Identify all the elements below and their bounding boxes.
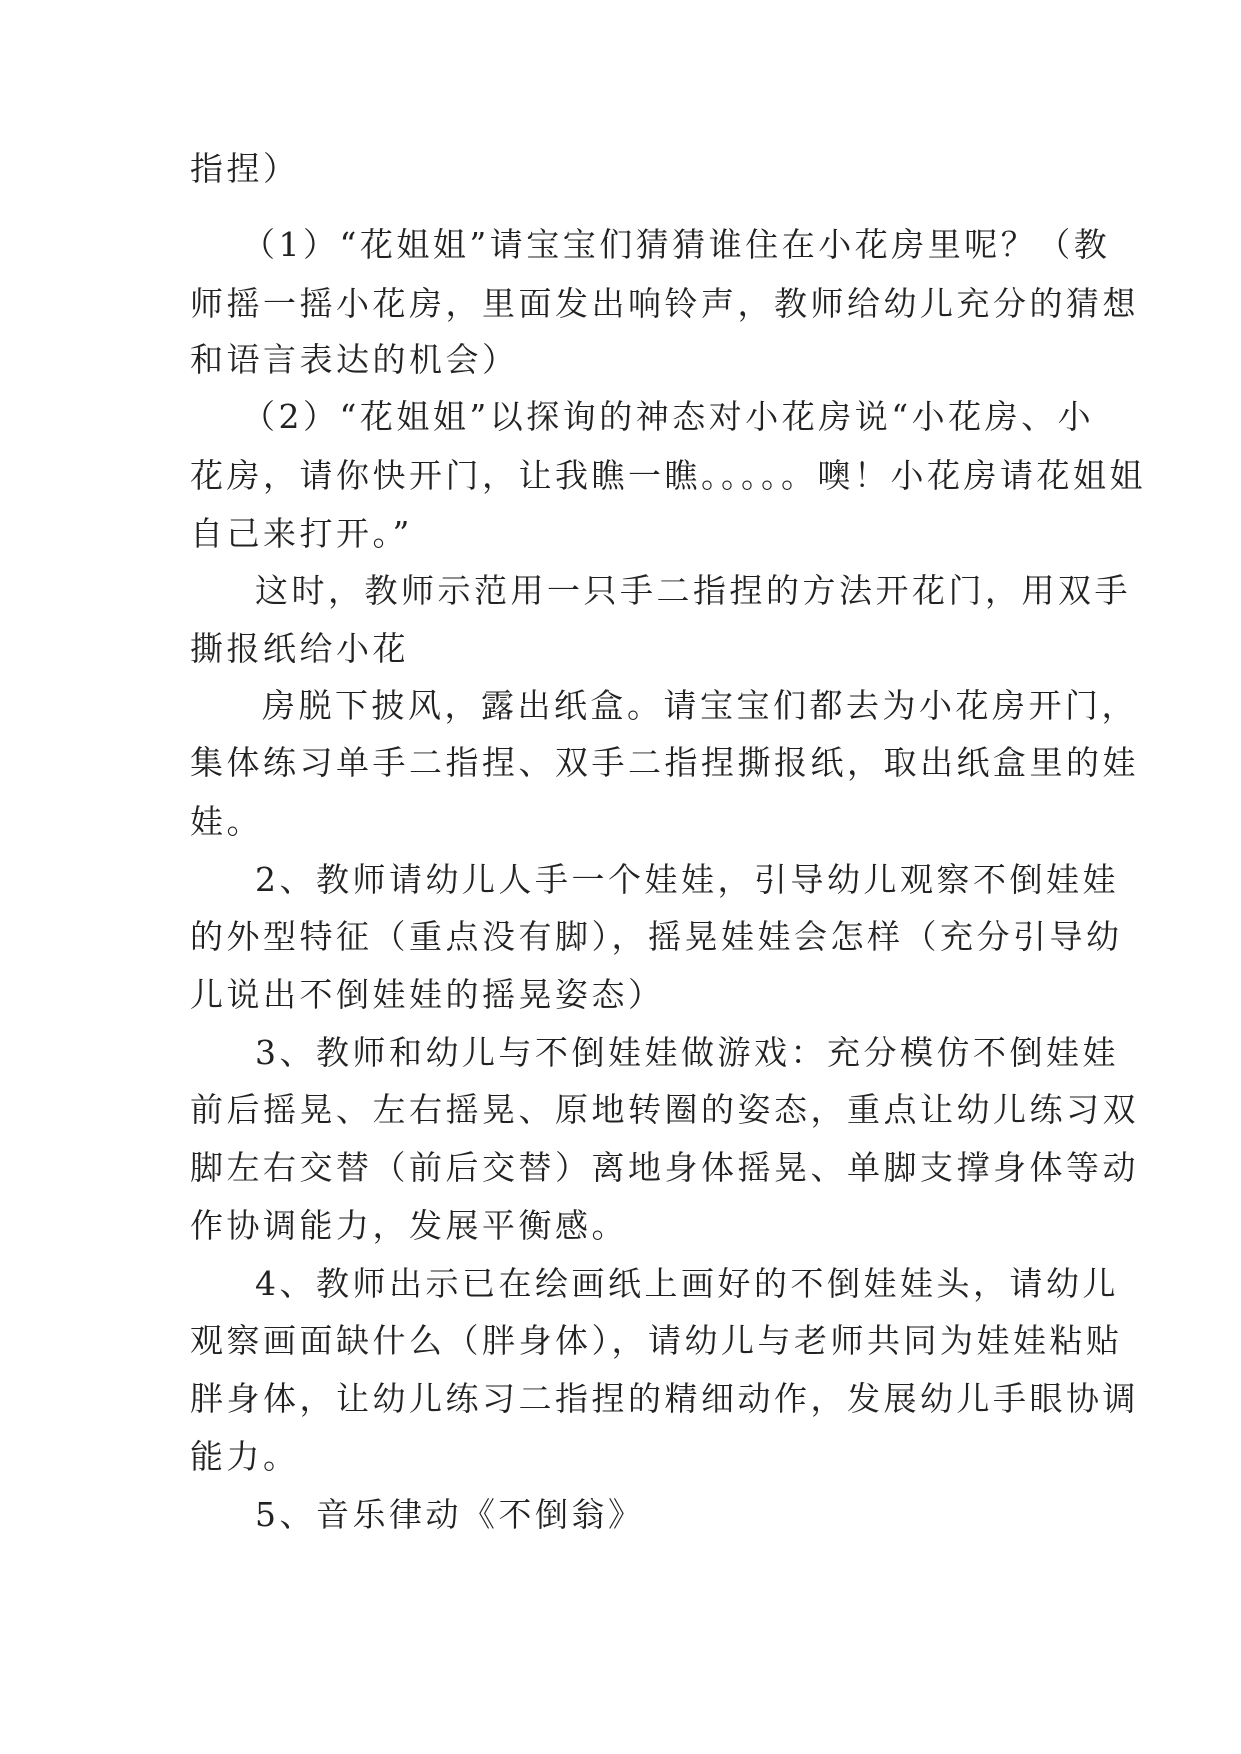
text-line: 观察画面缺什么（胖身体），请幼儿与老师共同为娃娃粘贴 (190, 1321, 1123, 1360)
text-line: 3、教师和幼儿与不倒娃娃做游戏：充分模仿不倒娃娃 (255, 1033, 1119, 1072)
text-line: 花房，请你快开门，让我瞧一瞧。。。。。噢！小花房请花姐姐 (190, 456, 1146, 495)
text-line: 指捏） (190, 149, 300, 188)
text-line: 这时，教师示范用一只手二指捏的方法开花门，用双手 (255, 571, 1131, 610)
text-line: 作协调能力，发展平衡感。 (190, 1206, 628, 1245)
text-line: 集体练习单手二指捏、双手二指捏撕报纸，取出纸盒里的娃 (190, 743, 1139, 782)
text-line: 2、教师请幼儿人手一个娃娃，引导幼儿观察不倒娃娃 (255, 860, 1119, 899)
text-line: 4、教师出示已在绘画纸上画好的不倒娃娃头，请幼儿 (255, 1264, 1119, 1303)
text-line: （2）“花姐姐”以探询的神态对小花房说“小花房、小 (242, 397, 1095, 436)
text-line: 胖身体，让幼儿练习二指捏的精细动作，发展幼儿手眼协调 (190, 1379, 1139, 1418)
text-line: 能力。 (190, 1437, 300, 1476)
text-line: 脚左右交替（前后交替）离地身体摇晃、单脚支撑身体等动 (190, 1148, 1139, 1187)
text-line: 师摇一摇小花房，里面发出响铃声，教师给幼儿充分的猜想 (190, 284, 1139, 323)
text-line: 5、音乐律动《不倒翁》 (255, 1495, 645, 1534)
text-line: 的外型特征（重点没有脚），摇晃娃娃会怎样（充分引导幼 (190, 917, 1123, 956)
text-line: 前后摇晃、左右摇晃、原地转圈的姿态，重点让幼儿练习双 (190, 1090, 1139, 1129)
text-line: 和语言表达的机会） (190, 340, 519, 379)
text-line: 自己来打开。” (190, 514, 413, 553)
text-line: 娃。 (190, 802, 263, 841)
text-line: （1）“花姐姐”请宝宝们猜猜谁住在小花房里呢？（教 (242, 225, 1111, 264)
text-line: 儿说出不倒娃娃的摇晃姿态） (190, 975, 665, 1014)
text-line: 撕报纸给小花 (190, 629, 409, 668)
text-line: 房脱下披风，露出纸盒。请宝宝们都去为小花房开门， (262, 686, 1138, 725)
